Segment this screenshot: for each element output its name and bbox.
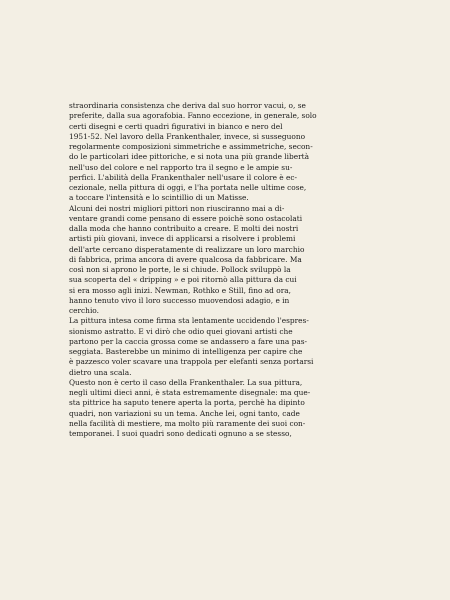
paragraph-2: Alcuni dei nostri migliori pittori non riusciranno mai a di- ventare grandi come pensano di essere poichè sono ostacolati dalla moda che hanno contribuito a creare. E molti dei nostri artisti più giovani, invece di applicarsi a risolvere i problemi dell'arte cercano disperatamente di realizzare un loro marchio di fabbrica, prima ancora di avere qualcosa da fabbricare. Ma così non si aprono le porte, le si chiude. Pollock sviluppò la sua scoperta del « dripping » e poi ritornò alla pittura da cui si era mosso agli inizi. Newman, Rothko e Still, fino ad ora, hanno tenuto vivo il loro successo muovendosi adagio, e in cerchio.: [69, 203, 305, 315]
body-text: [69, 101, 387, 439]
paragraph-4: Questo non è certo il caso della Frankenthaler. La sua pittura, negli ultimi dieci anni, è stata estremamente disegnale: ma que- sta pittrice ha saputo tenere aperta la porta, perchè ha dipinto quadri, non variazioni su un tema. Anche lei, ogni tanto, cade nella facilità di mestiere, ma molto più raramente dei suoi con- temporanei. I suoi quadri sono dedicati ognuno a se stesso,: [69, 377, 311, 438]
paragraph-3: La pittura intesa come firma sta lentamente uccidendo l'espres- sionismo astratto. E vi dirò che odio quei giovani artisti che partono per la caccia grossa come se andassero a fare una pas- seggiata. Basterebbe un minimo di intelligenza per capire che è pazzesco voler scavare una trappola per elefanti senza portarsi dietro una scala.: [69, 316, 314, 377]
paragraph-1: straordinaria consistenza che deriva dal suo horror vacui, o, se preferite, dalla sua agorafobia. Fanno eccezione, in generale, solo certi disegni e certi quadri figurativi in bianco e nero del 1951-52. Nel lavoro della Frankenthaler, invece, si susseguono regolarmente composizioni simmetriche e assimmetriche, secon- do le particolari idee pittoriche, e si nota una più grande libertà nell'uso del colore e nel rapporto tra il segno e le ampie su- perfici. L'abilità della Frankenthaler nell'usare il colore è ec- cezionale, nella pittura di oggi, e l'ha portata nelle ultime cose, a toccare l'intensità e lo scintillio di un Matisse.: [69, 101, 317, 203]
